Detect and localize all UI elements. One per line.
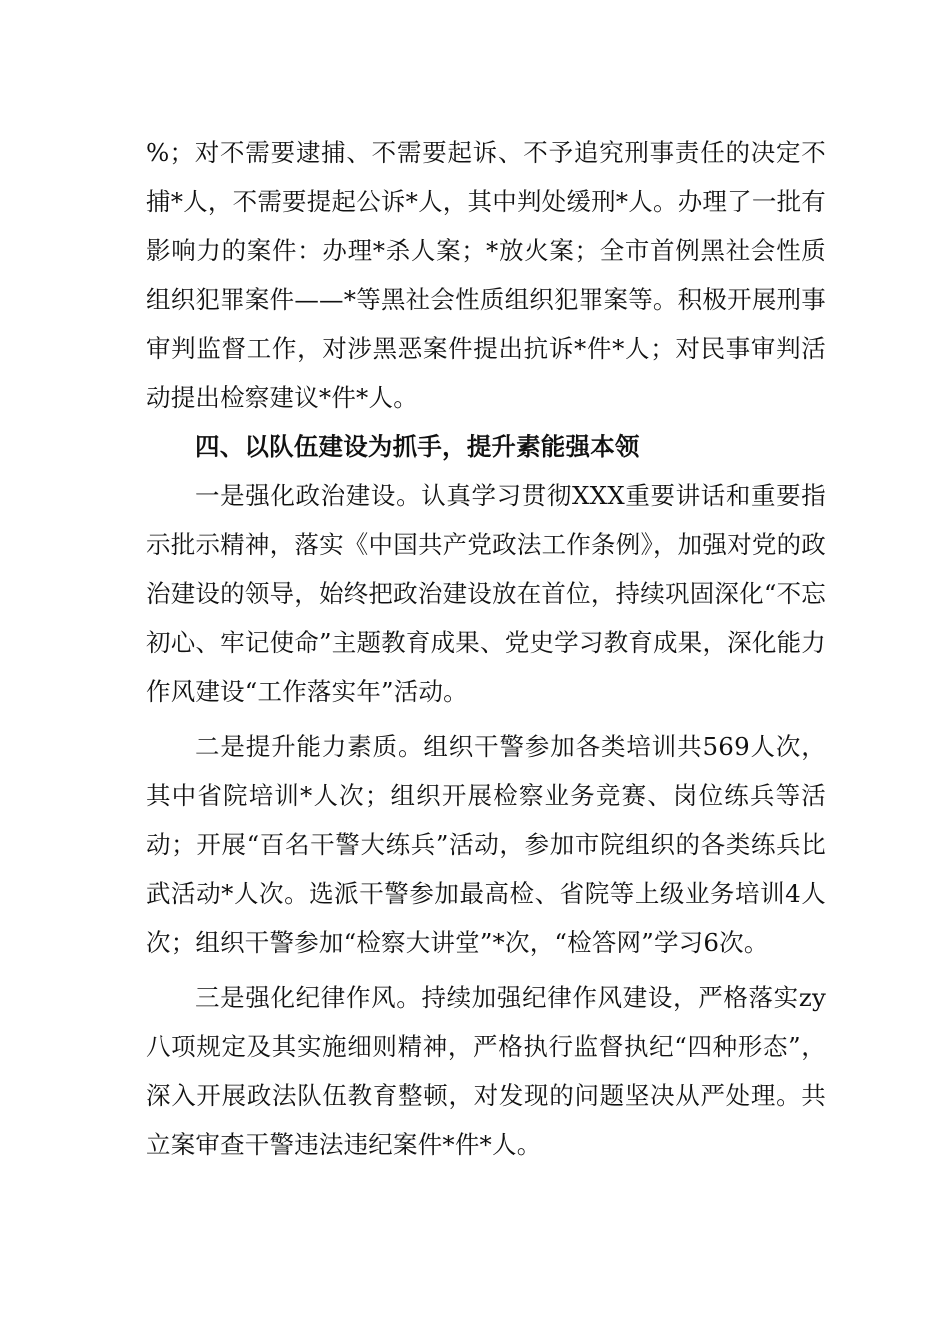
- paragraph-political-building: 一是强化政治建设。认真学习贯彻XXX重要讲话和重要指示批示精神，落实《中国共产党政法工作条例》，加强对党的政治建设的领导，始终把政治建设放在首位，持续巩固深化“不忘初心、牢记使命”主题教育成果、党史学习教育成果，深化能力作风建设“工作落实年”活动。: [146, 481, 826, 706]
- paragraph-ability-quality: 二是提升能力素质。组织干警参加各类培训共569人次，其中省院培训*人次；组织开展检察业务竞赛、岗位练兵等活动；开展“百名干警大练兵”活动，参加市院组织的各类练兵比武活动*人次。选派干警参加最高检、省院等上级业务培训4人次；组织干警参加“检察大讲堂”*次，“检答网”学习6次。: [146, 732, 826, 957]
- paragraph-discipline-style: 三是强化纪律作风。持续加强纪律作风建设，严格落实zy八项规定及其实施细则精神，严格执行监督执纪“四种形态”，深入开展政法队伍教育整顿，对发现的问题坚决从严处理。共立案审查干警违法违纪案件*件*人。: [146, 983, 826, 1159]
- paragraph-criminal-cases: %；对不需要逮捕、不需要起诉、不予追究刑事责任的决定不捕*人，不需要提起公诉*人，其中判处缓刑*人。办理了一批有影响力的案件：办理*杀人案；*放火案；全市首例黑社会性质组织犯罪案件——*等黑社会性质组织犯罪案等。积极开展刑事审判监督工作，对涉黑恶案件提出抗诉*件*人；对民事审判活动提出检察建议*件*人。: [146, 138, 826, 412]
- section-heading-team-building: 四、以队伍建设为抓手，提升素能强本领: [195, 432, 640, 461]
- document-body: [146, 128, 826, 1169]
